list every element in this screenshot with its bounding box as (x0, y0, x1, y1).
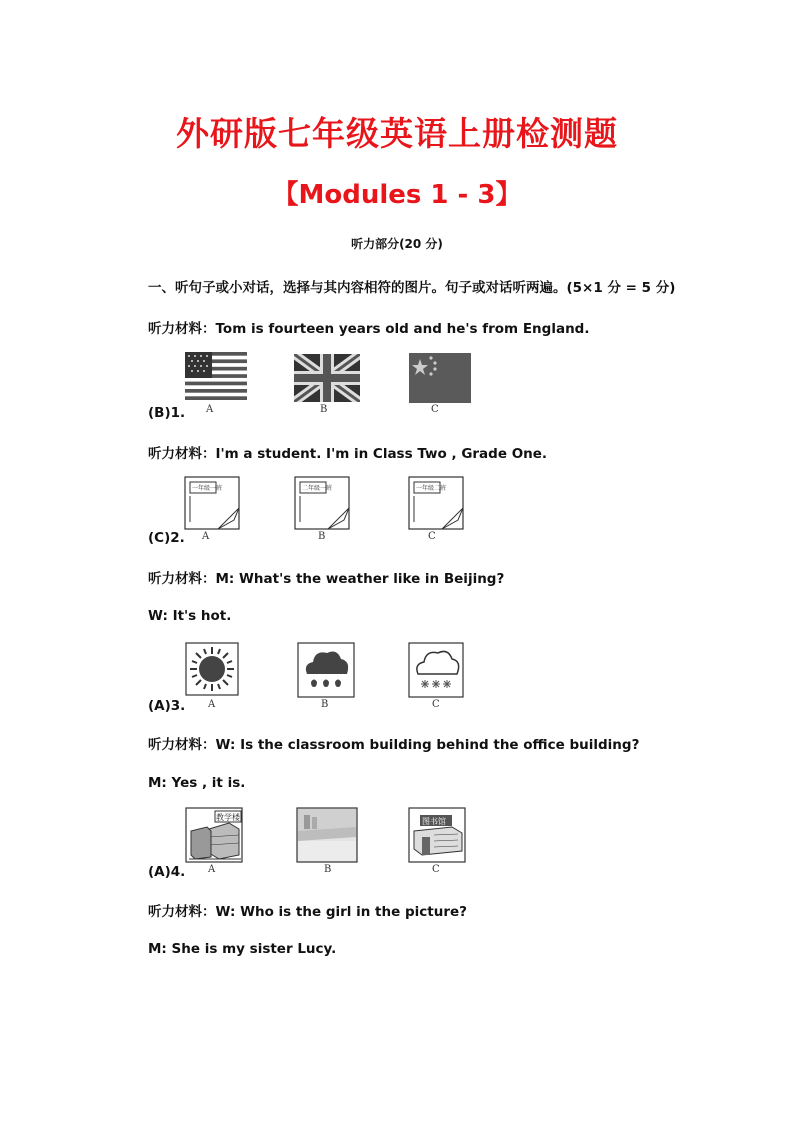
q3-option-b: B (321, 699, 329, 710)
q1-option-c: C (431, 404, 439, 415)
notebook-icon (294, 476, 350, 534)
notebook-icon (408, 476, 464, 534)
q1-number: (B)1. (148, 405, 186, 421)
sun-icon (185, 642, 239, 700)
q3-reply: W: It's hot. (148, 608, 232, 624)
q2-number: (C)2. (148, 530, 185, 546)
page-title: 外研版七年级英语上册检测题 (176, 114, 618, 153)
q4-reply: M: Yes , it is. (148, 775, 246, 791)
china-flag-icon (409, 353, 471, 407)
q1-material: 听力材料：Tom is fourteen years old and he's from England. (148, 321, 590, 337)
rain-cloud-icon (297, 642, 355, 702)
q2-option-c: C (428, 531, 436, 542)
q4-material: 听力材料：W: Is the classroom building behind the office building? (148, 737, 640, 753)
q5-reply: M: She is my sister Lucy. (148, 941, 337, 957)
q1-option-b: B (320, 404, 328, 415)
q4-sign-text: 教学楼 (216, 813, 240, 822)
q3-option-a: A (208, 699, 216, 710)
buildings-icon (185, 807, 243, 867)
q5-material: 听力材料：W: Who is the girl in the picture? (148, 904, 467, 920)
q2-badge-a: 一年级一班 (192, 485, 223, 492)
q4-option-c: C (432, 864, 440, 875)
section-heading: 听力部分(20 分) (351, 237, 443, 251)
page-subtitle: 【Modules 1 - 3】 (272, 180, 522, 210)
q4-library-sign: 图书馆 (422, 817, 446, 826)
q2-badge-c: 一年级二班 (416, 485, 447, 492)
q3-option-c: C (432, 699, 440, 710)
notebook-icon (184, 476, 240, 534)
landscape-icon (296, 807, 358, 867)
q4-option-a: A (208, 864, 216, 875)
q4-option-b: B (324, 864, 332, 875)
instruction: 一、听句子或小对话，选择与其内容相符的图片。句子或对话听两遍。(5×1 分 = 5 分) (148, 280, 676, 296)
uk-flag-icon (294, 354, 360, 406)
q3-material: 听力材料：M: What's the weather like in Beijing? (148, 571, 505, 587)
us-flag-icon (185, 352, 247, 404)
q2-option-a: A (202, 531, 210, 542)
q4-number: (A)4. (148, 864, 186, 880)
q2-option-b: B (318, 531, 326, 542)
q3-number: (A)3. (148, 698, 186, 714)
snow-cloud-icon (408, 642, 464, 702)
q2-badge-b: 二年级一班 (302, 485, 333, 492)
library-icon (408, 807, 466, 867)
q1-option-a: A (206, 404, 214, 415)
q2-material: 听力材料：I'm a student. I'm in Class Two , Grade One. (148, 446, 548, 462)
